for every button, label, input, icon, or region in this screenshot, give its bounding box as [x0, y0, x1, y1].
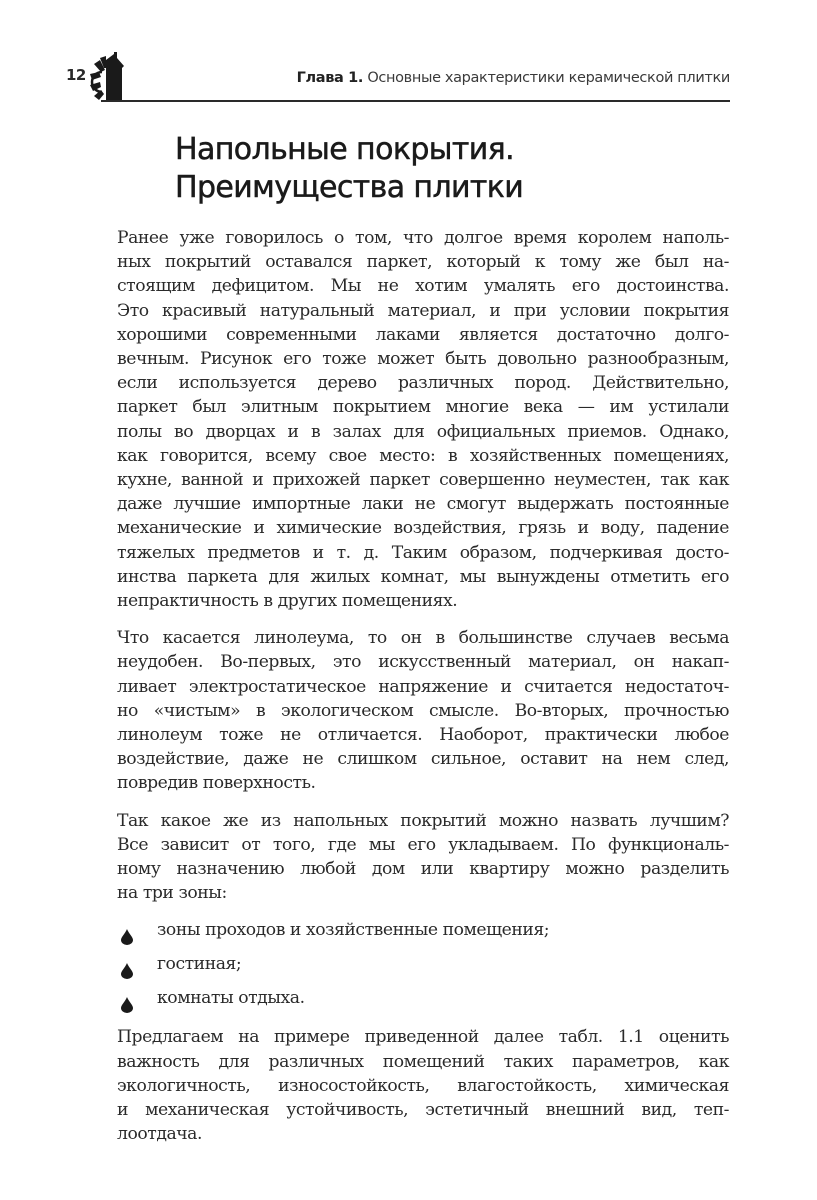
text-line: инства паркета для жилых комнат, мы вынуждены отметить его: [117, 566, 729, 587]
text-line: Так какое же из напольных покрытий можно назвать лучшим?: [117, 810, 729, 831]
text-line: повредив поверхность.: [117, 773, 316, 794]
paragraph-3: [117, 809, 729, 906]
list-item-text: комнаты отдыха.: [157, 988, 305, 1009]
text-line: тяжелых предметов и т. д. Таким образом, подчеркивая досто-: [117, 542, 729, 563]
running-title: [297, 70, 730, 86]
section-title-line-1: Напольные покрытия.: [175, 132, 515, 167]
text-line: Предлагаем на примере приведенной далее табл. 1.1 оценить: [117, 1027, 729, 1048]
text-line: Это красивый натуральный материал, и при условии покрытия: [117, 300, 729, 321]
text-line: Все зависит от того, где мы его укладываем. По функциональ-: [117, 834, 729, 855]
section-title: [175, 131, 735, 207]
text-line: ливает электростатическое напряжение и считается недостаточ-: [117, 676, 729, 697]
header-rule: [101, 100, 730, 102]
text-line: даже лучшие импортные лаки не смогут выдержать постоянные: [117, 494, 729, 515]
house-sun-icon: [84, 52, 132, 102]
text-line: вечным. Рисунок его тоже может быть довольно разнообразным,: [117, 349, 729, 370]
page-number: 12: [66, 66, 86, 84]
zones-list: [117, 913, 729, 1015]
text-line: неудобен. Во-первых, это искусственный материал, он накап-: [117, 652, 729, 673]
text-line: механические и химические воздействия, грязь и воду, падение: [117, 518, 729, 539]
drop-bullet-icon: [120, 991, 134, 1007]
list-item-text: гостиная;: [157, 954, 242, 975]
drop-bullet-icon: [120, 923, 134, 939]
text-line: если используется дерево различных пород. Действительно,: [117, 373, 729, 394]
text-line: ных покрытий оставался паркет, который к тому же был на-: [117, 252, 729, 273]
text-line: важность для различных помещений таких параметров, как: [117, 1051, 729, 1072]
text-line: хорошими современными лаками является достаточно долго-: [117, 324, 729, 345]
running-header: [66, 52, 730, 102]
text-line: Что касается линолеума, то он в большинстве случаев весьма: [117, 628, 729, 649]
text-line: ному назначению любой дом или квартиру можно разделить: [117, 859, 729, 880]
text-line: экологичность, износостойкость, влагостойкость, химическая: [117, 1075, 729, 1096]
text-line: на три зоны:: [117, 883, 227, 904]
text-line: и механическая устойчивость, эстетичный внешний вид, теп-: [117, 1100, 729, 1121]
text-line: полы во дворцах и в залах для официальных приемов. Однако,: [117, 421, 729, 442]
text-line: непрактичность в других помещениях.: [117, 591, 458, 612]
section-title-line-2: Преимущества плитки: [175, 170, 524, 205]
text-line: линолеум тоже не отличается. Наоборот, практически любое: [117, 725, 729, 746]
list-item: [117, 981, 729, 1015]
text-line: воздействие, даже не слишком сильное, оставит на нем след,: [117, 749, 729, 770]
paragraph-2: [117, 626, 729, 795]
body-text: [117, 226, 729, 1147]
paragraph-1: [117, 226, 729, 613]
text-line: паркет был элитным покрытием многие века — им устилали: [117, 397, 729, 418]
text-line: лоотдача.: [117, 1124, 202, 1145]
text-line: кухне, ванной и прихожей паркет совершенно неуместен, так как: [117, 470, 729, 491]
list-item: [117, 947, 729, 981]
list-item-text: зоны проходов и хозяйственные помещения;: [157, 920, 550, 941]
text-line: но «чистым» в экологическом смысле. Во-вторых, прочностью: [117, 700, 729, 721]
text-line: стоящим дефицитом. Мы не хотим умалять его достоинства.: [117, 276, 729, 297]
text-line: как говорится, всему свое место: в хозяйственных помещениях,: [117, 445, 729, 466]
chapter-label: Глава 1.: [296, 70, 364, 86]
list-item: [117, 913, 729, 947]
chapter-title: Основные характеристики керамической плитки: [367, 70, 730, 86]
text-line: Ранее уже говорилось о том, что долгое время королем наполь-: [117, 228, 729, 248]
paragraph-4: [117, 1025, 729, 1146]
drop-bullet-icon: [120, 957, 134, 973]
